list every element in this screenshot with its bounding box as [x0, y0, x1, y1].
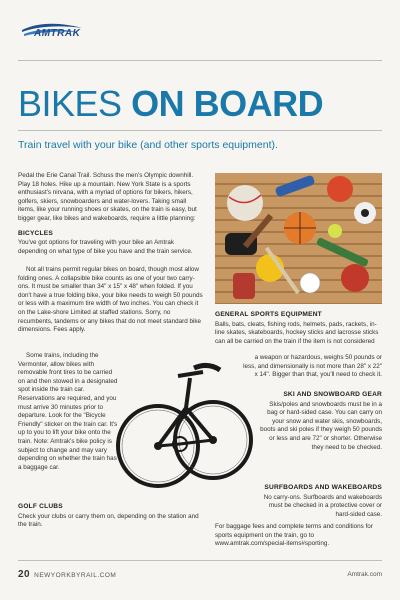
header-rule	[18, 60, 382, 61]
bicycles-body-narrow	[18, 352, 118, 472]
page-title	[18, 84, 323, 124]
surf-section	[258, 484, 382, 525]
general-section	[215, 311, 382, 346]
footer-rule	[18, 560, 382, 561]
page-number: 20	[18, 569, 31, 580]
ski-heading: SKI AND SNOWBOARD GEAR	[283, 391, 382, 398]
title-part1: BIKES	[18, 83, 122, 124]
title-part2: ON BOARD	[131, 83, 324, 124]
title-rule	[18, 130, 382, 131]
golf-heading: GOLF CLUBS	[18, 503, 63, 510]
general-text-1: Balls, bats, cleats, fishing rods, helmets, pads, rackets, in-line skates, skateboards, hockey sticks and lacrosse sticks can all be carried on the train if the item is not considered	[215, 320, 379, 345]
general-text-2: a weapon or hazardous, weighs 50 pounds or less, and dimensionally is not more than 28" x 22" x 14". Bigger than that, you'll need to check it.	[243, 354, 382, 379]
bicycles-paragraph-2: Not all trains permit regular bikes on board, though most allow folding ones. A collapsible bike counts as one of your two carry-ons. It must be smaller than 34" x 15" x 48" when folded. If you don't have a true folding bike, your bike needs to weigh 50 pounds or less with a maximum tire width of two inches. You can check it on the Lake-shore Limited at staffed stations. Sorry, no recumbents, tandems or any bikes that do not meet standard bike dimensions. Fees apply.	[18, 266, 203, 334]
bicycles-body-top	[18, 266, 203, 335]
more-info-text: For baggage fees and complete terms and conditions for sports equipment on the train, go to www.amtrak.com/special-items#sporting.	[215, 523, 373, 548]
surf-heading: SURFBOARDS AND WAKEBOARDS	[264, 484, 382, 491]
page-subtitle: Train travel with your bike (and other sports equipment).	[18, 139, 278, 151]
golf-text: Check your clubs or carry them on, depending on the station and the train.	[18, 512, 199, 529]
golf-section	[18, 503, 203, 536]
folding-bike-image	[108, 348, 258, 498]
footer-left	[18, 569, 116, 580]
ski-section	[258, 391, 382, 458]
footer-site: NEWYORKBYRAIL.COM	[34, 572, 117, 579]
surf-text: No carry-ons. Surfboards and wakeboards must be checked in a protective cover or hard-sided case.	[263, 493, 382, 518]
bicycles-paragraph-1: You've got options for traveling with your bike an Amtrak depending on what type of bike you have and the train service.	[18, 239, 193, 255]
bicycles-heading: BICYCLES	[18, 229, 53, 237]
ski-text: Skis/poles and snowboards must be in a bag or hard-sided case. You can carry on your snow and water skis, snowboards, boots and ski poles if they weigh 50 pounds or less and are 72" or shorter. Otherwise they need to be checked.	[260, 400, 382, 451]
general-heading: GENERAL SPORTS EQUIPMENT	[215, 311, 322, 318]
logo-text: AMTRAK	[34, 28, 81, 39]
bicycles-paragraph-3: Some trains, including the Vermonter, allow bikes with removable front tires to be carried on and then stowed in a designated spot inside the train car. Reservations are required, and you must arrive 30 minutes prior to departure. Look for the "Bicycle Friendly" sticker on the train car. It's up to you to lift your bike onto the train. Note: Amtrak's bike policy is subject to change and may vary depending on whether the train has a baggage car.	[18, 352, 118, 471]
intro-paragraph: Pedal the Erie Canal Trail. Schuss the men's Olympic downhill. Play 18 holes. Hike up a mountain. New York State is a sports enthusiast's nirvana, with a myriad of options for bikers, hikers, golfers, skiers, snowboarders and water-lovers. Taking small items, like your running shoes or skates, on the train is easy, but bigger gear, like bikes and wakeboards, require a little planning:	[18, 172, 197, 222]
left-column	[18, 172, 203, 262]
amtrak-logo	[20, 22, 84, 44]
sports-equipment-photo	[215, 173, 382, 304]
general-continued	[240, 354, 382, 386]
more-info	[215, 523, 382, 555]
footer-sponsor: Amtrak.com	[347, 571, 382, 578]
